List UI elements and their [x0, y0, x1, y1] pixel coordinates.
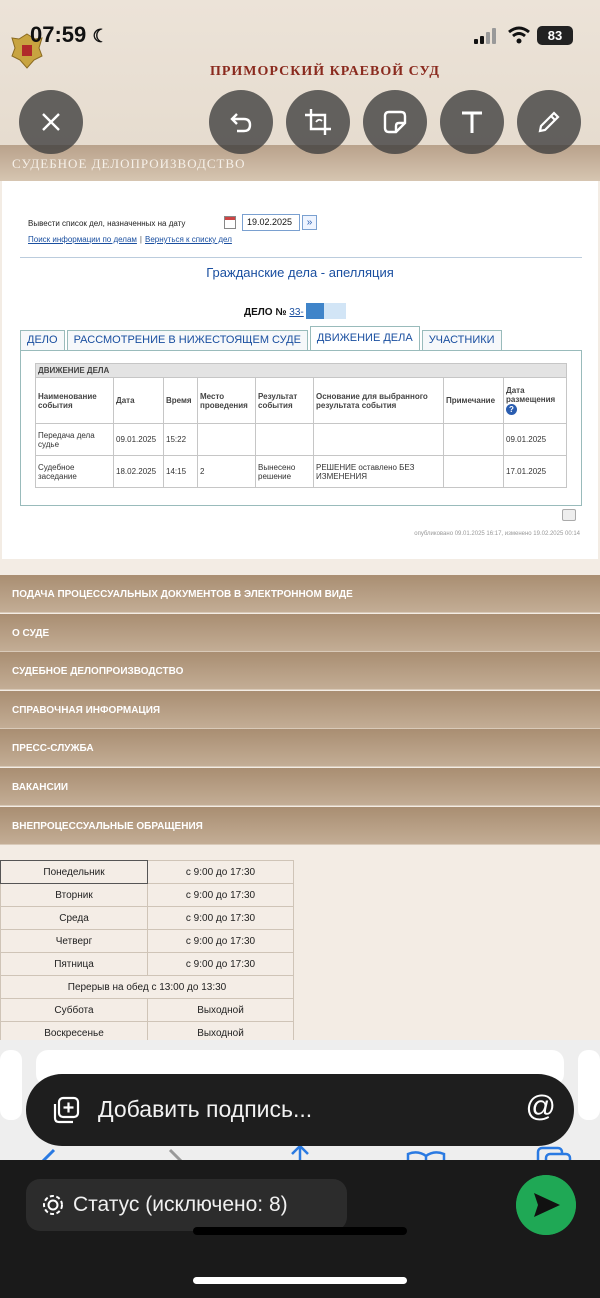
crop-rotate-icon: [302, 106, 334, 138]
tab-preview-left: [0, 1050, 22, 1120]
moon-icon: ☾: [92, 26, 109, 46]
clock: [30, 22, 109, 48]
close-icon: [39, 110, 63, 134]
case-number-label: ДЕЛО №: [244, 307, 287, 318]
link-separator: |: [139, 235, 142, 244]
schedule-day: Понедельник: [1, 861, 148, 884]
col-header: Дата: [114, 378, 164, 424]
clock-text: 07:59: [30, 22, 87, 47]
status-ring-icon: [42, 1194, 64, 1216]
battery-indicator: 83: [537, 26, 573, 45]
schedule-hours: с 9:00 до 17:30: [148, 907, 294, 930]
schedule-hours: Выходной: [148, 1022, 294, 1045]
site-menu: [0, 575, 600, 845]
cell: [256, 424, 314, 456]
cell: 09.01.2025: [504, 424, 567, 456]
schedule-row: [1, 861, 294, 884]
cell: Вынесено решение: [256, 456, 314, 488]
tab-case[interactable]: ДЕЛО: [20, 330, 65, 350]
sticker-button[interactable]: [363, 90, 427, 154]
cell: Передача дела судье: [36, 424, 114, 456]
case-tabs: [20, 326, 504, 350]
menu-item-reference[interactable]: СПРАВОЧНАЯ ИНФОРМАЦИЯ: [0, 691, 600, 729]
cell: 09.01.2025: [114, 424, 164, 456]
schedule-hours: с 9:00 до 17:30: [148, 884, 294, 907]
col-header: Основание для выбранного результата события: [314, 378, 444, 424]
case-number: [244, 303, 346, 319]
col-header: Результат события: [256, 378, 314, 424]
tab-preview-right: [578, 1050, 600, 1120]
schedule-row: [1, 930, 294, 953]
schedule-day: Суббота: [1, 999, 148, 1022]
cell: 15:22: [164, 424, 198, 456]
schedule-day: Пятница: [1, 953, 148, 976]
menu-item-proceedings[interactable]: СУДЕБНОЕ ДЕЛОПРОИЗВОДСТВО: [0, 652, 600, 690]
undo-icon: [227, 108, 255, 136]
add-media-icon[interactable]: [52, 1096, 80, 1124]
search-cases-link[interactable]: Поиск информации по делам: [28, 235, 137, 244]
cell: [444, 424, 504, 456]
menu-item-e-filing[interactable]: ПОДАЧА ПРОЦЕССУАЛЬНЫХ ДОКУМЕНТОВ В ЭЛЕКТРОННОМ ВИДЕ: [0, 575, 600, 613]
schedule-row: [1, 907, 294, 930]
pencil-icon: [535, 108, 563, 136]
status-label: Статус (исключено: 8): [73, 1193, 288, 1216]
case-type: Гражданские дела - апелляция: [206, 265, 394, 280]
schedule-row: [1, 884, 294, 907]
draw-button[interactable]: [517, 90, 581, 154]
redacted-block: [306, 303, 346, 319]
cell: 18.02.2025: [114, 456, 164, 488]
cell: 14:15: [164, 456, 198, 488]
court-title: ПРИМОРСКИЙ КРАЕВОЙ СУД: [209, 64, 441, 79]
tab-panel: [20, 350, 582, 506]
schedule-day: Вторник: [1, 884, 148, 907]
mention-icon[interactable]: @: [525, 1090, 556, 1123]
tab-movement[interactable]: ДВИЖЕНИЕ ДЕЛА: [310, 326, 420, 350]
tab-lower-court[interactable]: РАССМОТРЕНИЕ В НИЖЕСТОЯЩЕМ СУДЕ: [67, 330, 308, 350]
menu-item-appeals[interactable]: ВНЕПРОЦЕССУАЛЬНЫЕ ОБРАЩЕНИЯ: [0, 807, 600, 845]
help-icon[interactable]: ?: [506, 404, 517, 415]
schedule-hours: с 9:00 до 17:30: [148, 930, 294, 953]
case-content: [2, 181, 598, 559]
date-go-button[interactable]: »: [302, 215, 317, 230]
divider: [20, 257, 582, 258]
status-button[interactable]: [26, 1179, 347, 1231]
schedule-lunch: Перерыв на обед с 13:00 до 13:30: [1, 976, 294, 999]
cell: РЕШЕНИЕ оставлено БЕЗ ИЗМЕНЕНИЯ: [314, 456, 444, 488]
cell: [198, 424, 256, 456]
undo-button[interactable]: [209, 90, 273, 154]
movement-table: [35, 363, 567, 488]
caption-input[interactable]: Добавить подпись...: [98, 1096, 313, 1122]
schedule-row: [1, 999, 294, 1022]
crop-rotate-button[interactable]: [286, 90, 350, 154]
search-links: [28, 235, 232, 244]
close-button[interactable]: [19, 90, 83, 154]
col-header: Место проведения: [198, 378, 256, 424]
schedule-hours: с 9:00 до 17:30: [148, 861, 294, 884]
schedule-hours: Выходной: [148, 999, 294, 1022]
status-bar: [0, 0, 600, 70]
col-header: Примечание: [444, 378, 504, 424]
menu-item-press[interactable]: ПРЕСС-СЛУЖБА: [0, 729, 600, 767]
schedule-day: Среда: [1, 907, 148, 930]
print-icon[interactable]: [562, 509, 576, 521]
schedule-table: [0, 860, 294, 1045]
overlay-bar: [193, 1227, 407, 1235]
text-tool-button[interactable]: [440, 90, 504, 154]
cellular-signal-icon: [474, 28, 500, 44]
table-row: [36, 424, 567, 456]
wifi-icon: [507, 26, 531, 44]
menu-item-vacancies[interactable]: ВАКАНСИИ: [0, 768, 600, 806]
cell: 17.01.2025: [504, 456, 567, 488]
home-indicator[interactable]: [193, 1277, 407, 1284]
text-icon: [459, 109, 485, 135]
calendar-icon[interactable]: [224, 216, 236, 229]
cell: [314, 424, 444, 456]
cell: 2: [198, 456, 256, 488]
schedule-hours: с 9:00 до 17:30: [148, 953, 294, 976]
col-header-label: Дата размещения: [506, 386, 556, 404]
date-input[interactable]: 19.02.2025: [242, 214, 300, 231]
back-to-list-link[interactable]: Вернуться к списку дел: [145, 235, 232, 244]
cell: [444, 456, 504, 488]
schedule-day: Воскресенье: [1, 1022, 148, 1045]
caption-bar[interactable]: [26, 1074, 574, 1146]
col-header-posted: [504, 378, 567, 424]
schedule-day: Четверг: [1, 930, 148, 953]
sticker-icon: [380, 107, 410, 137]
table-caption: ДВИЖЕНИЕ ДЕЛА: [36, 364, 567, 378]
cell: Судебное заседание: [36, 456, 114, 488]
date-label: Вывести список дел, назначенных на дату: [28, 219, 186, 228]
table-row: [36, 456, 567, 488]
section-band: [0, 145, 600, 181]
menu-item-about[interactable]: О СУДЕ: [0, 614, 600, 652]
published-info: опубликовано 09.01.2025 16:17, изменено 19.02.2025 00:14: [414, 531, 580, 537]
schedule-row: [1, 976, 294, 999]
schedule-row: [1, 953, 294, 976]
send-button[interactable]: [516, 1175, 576, 1235]
section-title: СУДЕБНОЕ ДЕЛОПРОИЗВОДСТВО: [12, 156, 246, 171]
tab-participants[interactable]: УЧАСТНИКИ: [422, 330, 502, 350]
case-number-link[interactable]: 33-: [289, 307, 304, 318]
col-header: Время: [164, 378, 198, 424]
col-header: Наименование события: [36, 378, 114, 424]
